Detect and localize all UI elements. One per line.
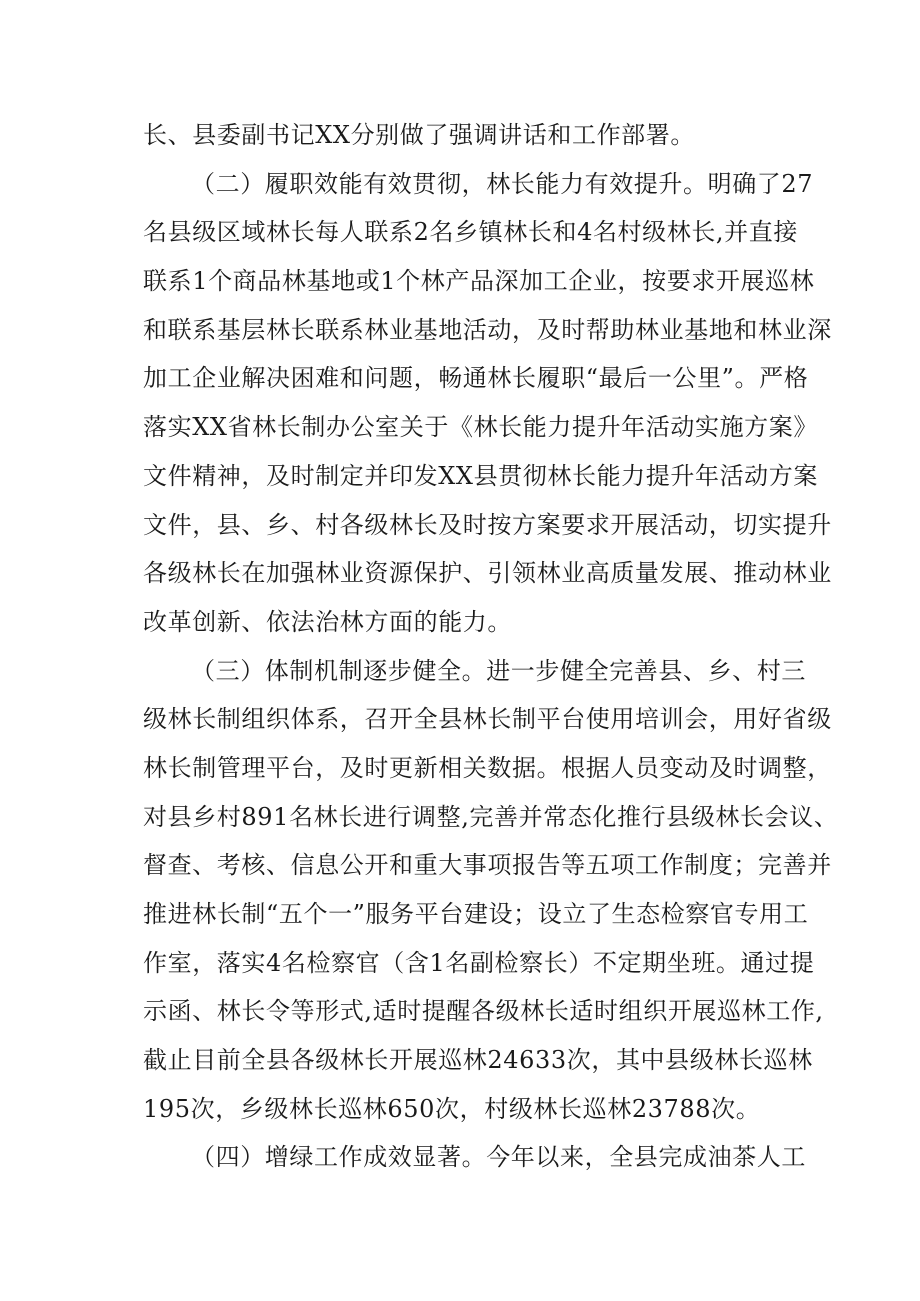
text-line: 各级林长在加强林业资源保护、引领林业高质量发展、推动林业 [143,559,832,588]
paragraph-1 [143,160,832,647]
text-line: 加工企业解决困难和问题，畅通林长履职“最后一公里”。严格 [143,364,809,393]
text-line: 对县乡村891名林长进行调整,完善并常态化推行县级林长会议、 [143,802,839,831]
text-line: 截止目前全县各级林长开展巡林24633次，其中县级林长巡林 [143,1046,813,1075]
text-line: 督查、考核、信息公开和重大事项报告等五项工作制度；完善并 [143,851,832,880]
text-line: 195次，乡级林长巡林650次，村级林长巡林23788次。 [143,1094,761,1123]
text-line: （二）履职效能有效贯彻，林长能力有效提升。明确了27 [191,169,814,198]
text-line: 落实XX省林长制办公室关于《林长能力提升年活动实施方案》 [143,413,818,442]
text-line: 和联系基层林长联系林业基地活动，及时帮助林业基地和林业深 [143,315,832,344]
text-line: 联系1个商品林基地或1个林产品深加工企业，按要求开展巡林 [143,267,815,296]
paragraph-2 [143,647,839,1134]
text-line: 文件精神，及时制定并印发XX县贯彻林长能力提升年活动方案 [143,461,818,490]
text-line: 改革创新、依法治林方面的能力。 [143,607,512,636]
text-line: 名县级区域林长每人联系2名乡镇林长和4名村级林长,并直接 [143,218,798,247]
text-line: 作室，落实4名检察官（含1名副检察长）不定期坐班。通过提 [143,948,815,977]
text-line: （四）增绿工作成效显著。今年以来，全县完成油茶人工 [191,1143,806,1172]
text-line: 长、县委副书记XX分别做了强调讲话和工作部署。 [143,121,695,149]
text-line: 文件，县、乡、村各级林长及时按方案要求开展活动，切实提升 [143,510,832,539]
text-line: 级林长制组织体系，召开全县林长制平台使用培训会，用好省级 [143,705,832,734]
text-line: 林长制管理平台，及时更新相关数据。根据人员变动及时调整， [143,753,832,782]
paragraph-3 [143,1133,806,1182]
paragraph-0 [143,111,781,160]
text-line: （三）体制机制逐步健全。进一步健全完善县、乡、村三 [191,656,806,685]
text-line: 推进林长制“五个一”服务平台建设；设立了生态检察官专用工 [143,900,809,928]
text-line: 示函、林长令等形式,适时提醒各级林长适时组织开展巡林工作, [143,997,824,1026]
document-body [143,111,839,1182]
